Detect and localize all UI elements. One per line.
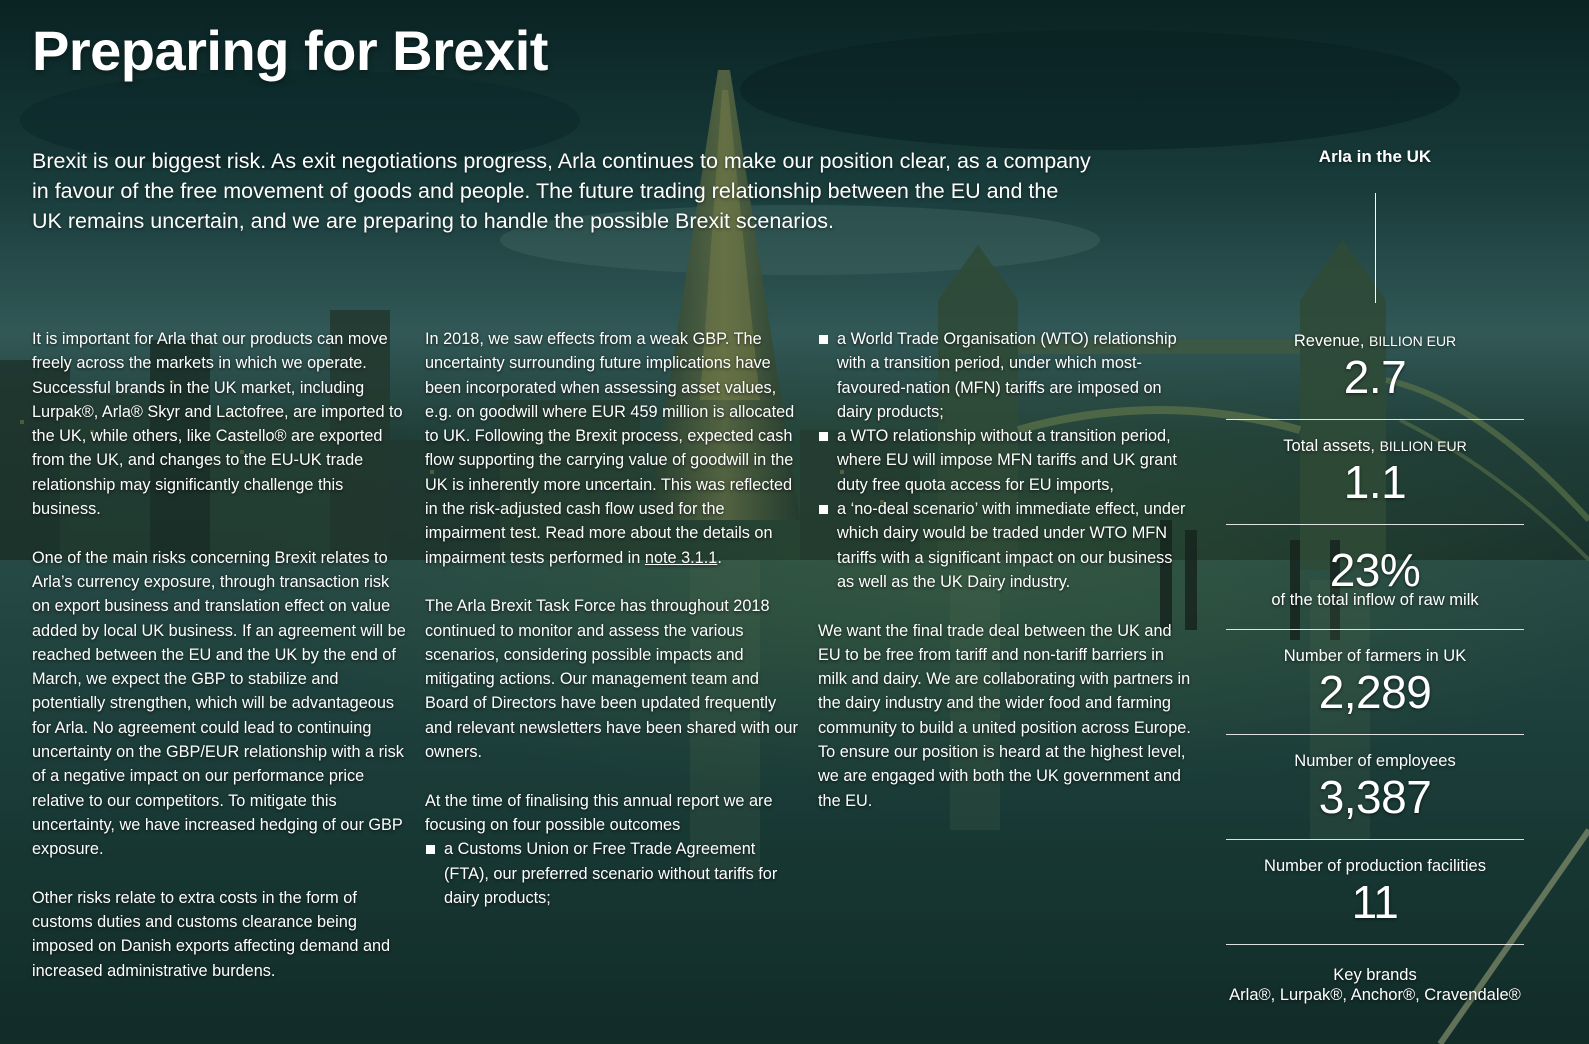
stat-value: 11 — [1351, 876, 1399, 928]
key-brands — [1226, 965, 1524, 1005]
list-item: a ‘no-deal scenario’ with immediate effect, under which dairy would be traded under WTO MFN tariffs with a significant impact on our business as well as the UK Dairy industry. — [818, 497, 1193, 594]
stat-employees — [1226, 735, 1524, 840]
stat-label: Number of production facilities — [1264, 857, 1486, 875]
body-paragraph: It is important for Arla that our products can move freely across the markets in which we operate. Successful brands in the UK market, including Lurpak®, Arla® Skyr and Lactofree, are imported to the UK, while others, like Castello® are exported from the UK, and changes to the EU-UK trade relationship may significantly challenge this business. — [32, 330, 403, 519]
stat-value: 1.1 — [1343, 456, 1407, 508]
stat-value: 23% — [1329, 544, 1421, 596]
body-paragraph: At the time of finalising this annual report we are focusing on four possible outcomes — [425, 791, 773, 834]
list-item: a WTO relationship without a transition period, where EU will impose MFN tariffs and UK grant duty free quota access for EU imports, — [818, 424, 1193, 497]
body-paragraph: One of the main risks concerning Brexit relates to Arla’s currency exposure, through transaction risk on export business and translation effect on value added by local UK business. If an agreement will be reached between the EU and the UK by the end of March, we expect the GBP to stabilize and potentially strengthen, which will be advantageous for Arla. No agreement could lead to continuing uncertainty on the GBP/EUR relationship with a risk of a negative impact on our performance price relative to our competitors. To mitigate this uncertainty, we have increased hedging of our GBP exposure. — [32, 548, 406, 859]
list-item: a World Trade Organisation (WTO) relationship with a transition period, under which most-favoured-nation (MFN) tariffs are imposed on dairy products; — [818, 327, 1193, 424]
divider-line — [1375, 193, 1376, 303]
arla-uk-facts-panel — [1226, 145, 1524, 1005]
stat-label: Number of employees — [1294, 752, 1456, 770]
list-item: a Customs Union or Free Trade Agreement (FTA), our preferred scenario without tariffs for dairy products; — [425, 837, 800, 910]
outcomes-list — [425, 837, 800, 910]
stat-label: Number of farmers in UK — [1283, 647, 1467, 665]
body-paragraph — [425, 327, 800, 570]
note-link[interactable]: note 3.1.1 — [644, 548, 718, 567]
paragraph-text: In 2018, we saw effects from a weak GBP. The uncertainty surrounding future implications have been incorporated when assessing asset values, e.g. on goodwill where EUR 459 million is allocated to UK. Following the Brexit process, expected cash flow supporting the carrying value of goodwill in the UK is inherently more uncertain. This was reflected in the risk-adjusted cash flow used for the impairment test. Read more about the details on impairment tests performed in — [425, 330, 795, 567]
paragraph-end: . — [717, 548, 722, 567]
text-column-2 — [425, 327, 800, 934]
outcomes-list-continued — [818, 327, 1193, 594]
stat-label: of the total inflow of raw milk — [1271, 591, 1479, 609]
stat-raw-milk-share — [1226, 525, 1524, 630]
stat-value: 2.7 — [1343, 351, 1407, 403]
stat-revenue — [1226, 315, 1524, 420]
brands-list: Arla®, Lurpak®, Anchor®, Cravendale® — [1229, 986, 1521, 1004]
stat-value: 2,289 — [1318, 666, 1432, 718]
stat-production-facilities — [1226, 840, 1524, 945]
stat-farmers — [1226, 630, 1524, 735]
stat-total-assets — [1226, 420, 1524, 525]
body-paragraph: The Arla Brexit Task Force has throughout 2018 continued to monitor and assess the various scenarios, considering possible impacts and mitigating actions. Our management team and Board of Directors have been updated frequently and relevant newsletters have been shared with our owners. — [425, 597, 798, 762]
stat-label: Revenue, BILLION EUR — [1293, 332, 1457, 350]
body-paragraph: We want the final trade deal between the UK and EU to be free from tariff and non-tariff barriers in milk and dairy. We are collaborating with partners in the dairy industry and the wider food and farming community to build a united position across Europe. To ensure our position is heard at the highest level, we are engaged with both the UK government and the EU. — [818, 621, 1191, 810]
body-paragraph: Other risks relate to extra costs in the form of customs duties and customs clearance being imposed on Danish exports affecting demand and increased administrative burdens. — [32, 888, 391, 980]
text-column-3 — [818, 327, 1193, 837]
stat-value: 3,387 — [1318, 771, 1432, 823]
brands-label: Key brands — [1333, 966, 1417, 984]
stat-label: Total assets, BILLION EUR — [1283, 437, 1467, 455]
facts-title: Arla in the UK — [1318, 147, 1432, 166]
intro-paragraph: Brexit is our biggest risk. As exit negotiations progress, Arla continues to make our position clear, as a company in favour of the free movement of goods and people. The future trading relationship between the EU and the UK remains uncertain, and we are preparing to handle the possible Brexit scenarios. — [32, 149, 1091, 233]
page-title: Preparing for Brexit — [32, 19, 548, 82]
text-column-1 — [32, 327, 407, 1007]
